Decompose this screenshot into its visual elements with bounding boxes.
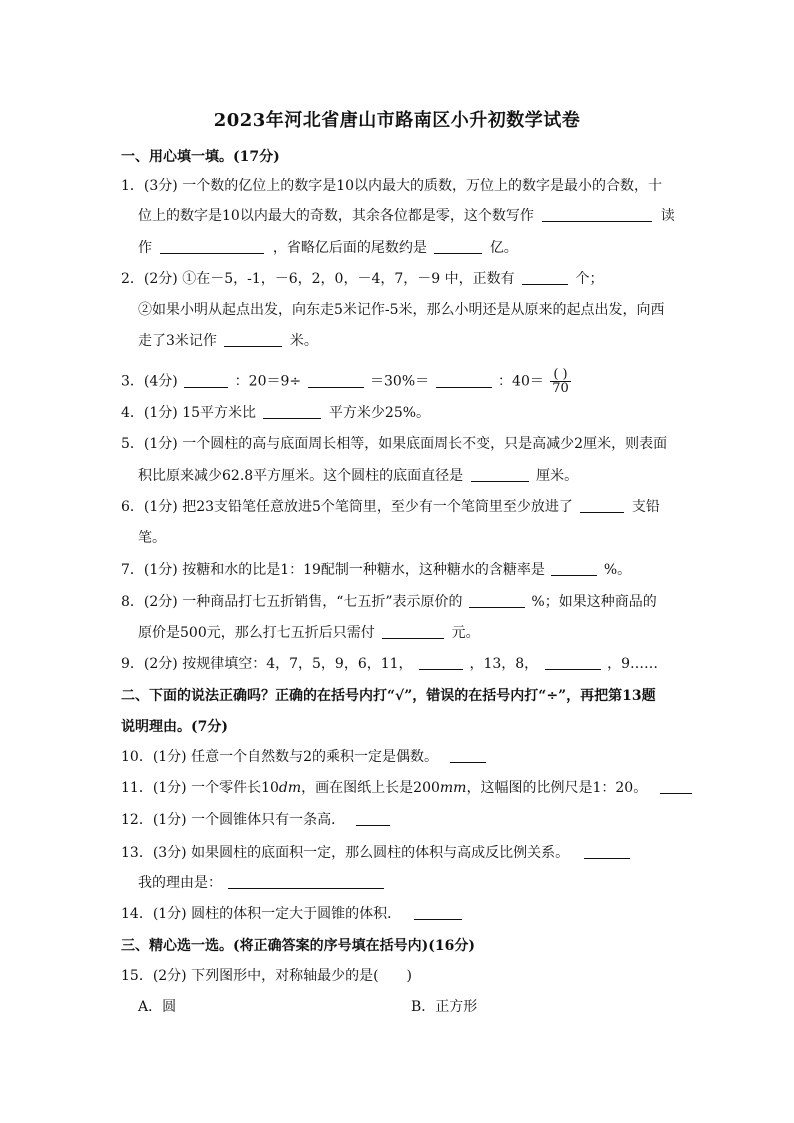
q2-unit: 个； bbox=[575, 271, 604, 287]
q6-unit: 支铅 bbox=[631, 499, 660, 515]
q9-blank-1[interactable] bbox=[419, 655, 463, 670]
q12-line bbox=[121, 810, 390, 830]
q5-blank[interactable] bbox=[471, 467, 529, 482]
q3-fraction-denominator: 70 bbox=[552, 381, 569, 396]
q13-line1 bbox=[121, 843, 630, 863]
q2-line3 bbox=[138, 331, 318, 351]
q7-unit: %。 bbox=[603, 562, 632, 578]
q8-blank-price[interactable] bbox=[382, 624, 444, 639]
q13-blank[interactable] bbox=[584, 844, 630, 859]
q14-text: 14．(1分) 圆柱的体积一定大于圆锥的体积． bbox=[121, 906, 402, 922]
q3-part-c: ＝30%＝ bbox=[370, 373, 430, 390]
q1-blank-write[interactable] bbox=[542, 207, 652, 222]
q10-line bbox=[121, 747, 486, 767]
q3-label: 3．(4分) bbox=[121, 373, 178, 390]
q6-blank[interactable] bbox=[580, 498, 624, 513]
q1-read-text: 作 bbox=[138, 240, 152, 256]
q13-reason-label: 我的理由是： bbox=[138, 875, 222, 891]
q13-line2 bbox=[138, 873, 384, 893]
q12-text: 12．(1分) 一个圆锥体只有一条高． bbox=[121, 812, 346, 828]
q13-reason-blank[interactable] bbox=[228, 874, 384, 889]
q8-line2 bbox=[138, 623, 480, 643]
q9-text-3: ，9…… bbox=[607, 656, 659, 672]
q5-unit: 厘米。 bbox=[536, 468, 579, 484]
q10-text: 10．(1分) 任意一个自然数与2的乘积一定是偶数。 bbox=[121, 749, 439, 765]
q15-option-b[interactable]: B．正方形 bbox=[411, 999, 478, 1015]
q15-line: 15．(2分) 下列图形中，对称轴最少的是( ) bbox=[121, 968, 413, 984]
q1-unit: 亿。 bbox=[489, 240, 518, 256]
q9-text-2: ，13，8， bbox=[469, 656, 539, 672]
q4-text-end: 平方米少25%。 bbox=[328, 405, 431, 421]
q14-blank[interactable] bbox=[414, 905, 462, 920]
q7-text: 7．(1分) 按糖和水的比是1：19配制一种糖水，这种糖水的含糖率是 bbox=[121, 562, 545, 578]
q3-blank-1[interactable] bbox=[184, 373, 228, 388]
q11-unit-mm: mm bbox=[439, 780, 467, 796]
q2-blank-count[interactable] bbox=[522, 270, 568, 285]
section-1-heading: 一、用心填一填。(17分) bbox=[121, 149, 280, 165]
q6-line1 bbox=[121, 497, 660, 517]
q1-line1: 1．(3分) 一个数的亿位上的数字是10以内最大的质数，万位上的数字是最小的合数，十 bbox=[121, 178, 663, 194]
q1-blank-approx[interactable] bbox=[434, 239, 482, 254]
q6-text: 6．(1分) 把23支铅笔任意放进5个笔筒里，至少有一个笔筒里至少放进了 bbox=[121, 499, 573, 515]
q11-text: 11．(1分) 一个零件长10 bbox=[121, 780, 279, 796]
q3-fraction[interactable] bbox=[550, 368, 570, 395]
q8-text: 8．(2分) 一种商品打七五折销售，“七五折”表示原价的 bbox=[121, 594, 463, 610]
q11-text-2: ，画在图纸上长是200 bbox=[301, 780, 440, 796]
q3-part-d: ：40＝ bbox=[498, 373, 544, 390]
q4-blank[interactable] bbox=[263, 404, 321, 419]
q8-unit: 元。 bbox=[451, 625, 480, 641]
q2-blank-west[interactable] bbox=[224, 332, 282, 347]
q1-approx-text: ，省略亿后面的尾数约是 bbox=[272, 240, 427, 256]
q11-unit-dm: dm bbox=[278, 780, 302, 796]
q1-line3 bbox=[138, 238, 518, 258]
q3-part-b: ：20＝9÷ bbox=[234, 373, 302, 390]
q2b-text: 走了3米记作 bbox=[138, 333, 217, 349]
q8-line1 bbox=[121, 592, 657, 612]
q9-blank-2[interactable] bbox=[545, 655, 601, 670]
q4-line bbox=[121, 403, 430, 423]
q3-blank-2[interactable] bbox=[308, 373, 364, 388]
q7-line bbox=[121, 560, 631, 580]
section-2-heading: 二、下面的说法正确吗？正确的在括号内打“√”，错误的在括号内打“÷”，再把第13题 bbox=[121, 688, 656, 704]
q8-blank-percent[interactable] bbox=[469, 593, 525, 608]
q5-line2 bbox=[138, 466, 578, 486]
q1-line2 bbox=[138, 206, 675, 226]
q5-line1: 5．(1分) 一个圆柱的高与底面周长相等，如果底面周长不变，只是高减少2厘米，则表面 bbox=[121, 436, 668, 452]
q9-line bbox=[121, 654, 658, 674]
q11-line bbox=[121, 778, 692, 798]
section-2-heading-cont: 说明理由。(7分) bbox=[121, 719, 228, 735]
q3-blank-3[interactable] bbox=[436, 373, 492, 388]
q7-blank[interactable] bbox=[551, 561, 597, 576]
q2-line2: ②如果小明从起点出发，向东走5米记作-5米，那么小明还是从原来的起点出发，向西 bbox=[138, 302, 665, 318]
q3-fraction-numerator: ( ) bbox=[550, 368, 570, 382]
section-3-heading: 三、精心选一选。(将正确答案的序号填在括号内)(16分) bbox=[121, 938, 475, 954]
q14-line bbox=[121, 904, 462, 924]
q11-text-3: ，这幅图的比例尺是1：20。 bbox=[466, 780, 648, 796]
q1-text: 位上的数字是10以内最大的奇数，其余各位都是零，这个数写作 bbox=[138, 208, 534, 224]
q11-blank[interactable] bbox=[660, 779, 692, 794]
q1-blank-read[interactable] bbox=[160, 239, 264, 254]
q8-text-3: 原价是500元，那么打七五折后只需付 bbox=[138, 625, 375, 641]
q13-text: 13．(3分) 如果圆柱的底面积一定，那么圆柱的体积与高成反比例关系。 bbox=[121, 845, 570, 861]
q1-read-label: 读 bbox=[660, 208, 675, 224]
q10-blank[interactable] bbox=[450, 748, 486, 763]
q8-text-2: %；如果这种商品的 bbox=[531, 594, 657, 610]
q2b-unit: 米。 bbox=[289, 333, 318, 349]
q3-line bbox=[121, 368, 571, 395]
q4-text: 4．(1分) 15平方米比 bbox=[121, 405, 257, 421]
exam-title: 2023年河北省唐山市路南区小升初数学试卷 bbox=[213, 110, 581, 131]
q9-text: 9．(2分) 按规律填空：4，7，5，9，6，11， bbox=[121, 656, 413, 672]
q2-text: 2．(2分) ①在－5，-1，－6，2，0，－4，7，－9 中，正数有 bbox=[121, 271, 515, 287]
q12-blank[interactable] bbox=[356, 811, 390, 826]
q6-line2: 笔。 bbox=[138, 530, 166, 546]
q15-option-a[interactable]: A．圆 bbox=[138, 999, 177, 1015]
q5-text: 积比原来减少62.8平方厘米。这个圆柱的底面直径是 bbox=[138, 468, 464, 484]
q2-line1 bbox=[121, 269, 604, 289]
